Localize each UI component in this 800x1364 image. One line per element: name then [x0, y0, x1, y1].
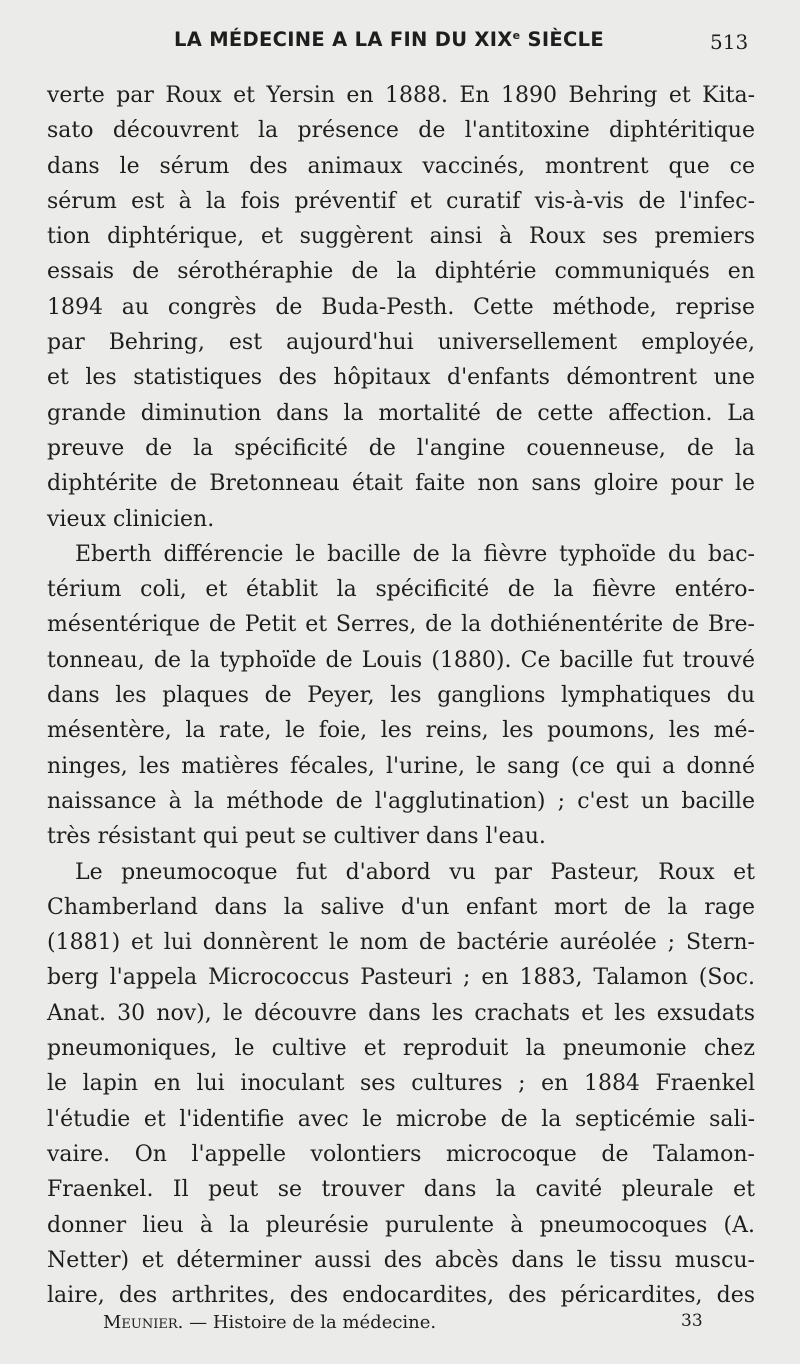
text-line: berg l'appela Micrococcus Pasteuri ; en 1883, Talamon (Soc. — [47, 965, 755, 991]
text-line: preuve de la spécificité de l'angine couenneuse, de la — [47, 435, 755, 461]
text-line: et les statistiques des hôpitaux d'enfants démontrent une — [47, 365, 755, 391]
text-line: diphtérite de Bretonneau était faite non sans gloire pour le — [47, 471, 755, 497]
text-line: 1894 au congrès de Buda-Pesth. Cette méthode, reprise — [47, 294, 755, 320]
text-line: Fraenkel. Il peut se trouver dans la cavité pleurale et — [47, 1177, 755, 1203]
running-head-superscript: e — [512, 29, 521, 42]
page-number: 513 — [710, 30, 749, 54]
text-line: par Behring, est aujourd'hui universellement employée, — [47, 330, 755, 356]
text-line: vieux clinicien. — [47, 506, 215, 532]
text-line: grande diminution dans la mortalité de cette affection. La — [47, 400, 755, 426]
text-line: l'étudie et l'identifie avec le microbe de la septicémie sali- — [47, 1106, 755, 1132]
text-line: donner lieu à la pleurésie purulente à pneumocoques (A. — [47, 1212, 755, 1238]
text-line: térium coli, et établit la spécificité de la fièvre entéro- — [47, 577, 755, 603]
text-line: Le pneumocoque fut d'abord vu par Pasteur, Roux et — [75, 859, 755, 885]
text-line: sérum est à la fois préventif et curatif vis-à-vis de l'infec- — [47, 188, 755, 214]
text-line: essais de sérothéraphie de la diphtérie communiqués en — [47, 259, 755, 285]
text-line: dans le sérum des animaux vaccinés, montrent que ce — [47, 153, 755, 179]
text-line: (1881) et lui donnèrent le nom de bactérie auréolée ; Stern- — [47, 930, 755, 956]
text-line: Chamberland dans la salive d'un enfant mort de la rage — [47, 894, 755, 920]
text-line: mésentérique de Petit et Serres, de la dothiénentérite de Bre- — [47, 612, 755, 638]
text-line: très résistant qui peut se cultiver dans l'eau. — [47, 824, 546, 850]
text-line: mésentère, la rate, le foie, les reins, les poumons, les mé- — [47, 718, 755, 744]
text-line: pneumoniques, le cultive et reproduit la pneumonie chez — [47, 1036, 755, 1062]
text-line: tonneau, de la typhoïde de Louis (1880). Ce bacille fut trouvé — [47, 647, 755, 673]
text-line: laire, des arthrites, des endocardites, des péricardites, des — [47, 1283, 755, 1309]
footer-author: Meunier. — [103, 1312, 184, 1333]
running-head-text: LA MÉDECINE A LA FIN DU XIX — [174, 28, 513, 51]
text-line: Eberth différencie le bacille de la fièvre typhoïde du bac- — [75, 541, 755, 567]
footer-title: — Histoire de la médecine. — [189, 1312, 437, 1333]
text-line: tion diphtérique, et suggèrent ainsi à Roux ses premiers — [47, 224, 755, 250]
text-line: naissance à la méthode de l'agglutination) ; c'est un bacille — [47, 788, 755, 814]
page-footer — [0, 1312, 800, 1342]
text-line: ninges, les matières fécales, l'urine, le sang (ce qui a donné — [47, 753, 755, 779]
text-line: Netter) et déterminer aussi des abcès dans le tissu muscu- — [47, 1247, 755, 1273]
text-line: vaire. On l'appelle volontiers microcoque de Talamon- — [47, 1141, 755, 1167]
running-head-end: SIÈCLE — [520, 28, 604, 51]
text-line: Anat. 30 nov), le découvre dans les crachats et les exsudats — [47, 1000, 755, 1026]
text-line: verte par Roux et Yersin en 1888. En 1890 Behring et Kita- — [47, 83, 755, 108]
text-line: dans les plaques de Peyer, les ganglions lymphatiques du — [47, 683, 755, 709]
text-line: le lapin en lui inoculant ses cultures ; en 1884 Fraenkel — [47, 1071, 755, 1097]
signature-mark: 33 — [681, 1311, 703, 1331]
page-header — [0, 28, 800, 60]
running-head — [174, 28, 604, 51]
body-text — [47, 78, 755, 1313]
text-line: sato découvrent la présence de l'antitoxine diphtéritique — [47, 118, 755, 144]
footer-credit — [103, 1312, 436, 1333]
